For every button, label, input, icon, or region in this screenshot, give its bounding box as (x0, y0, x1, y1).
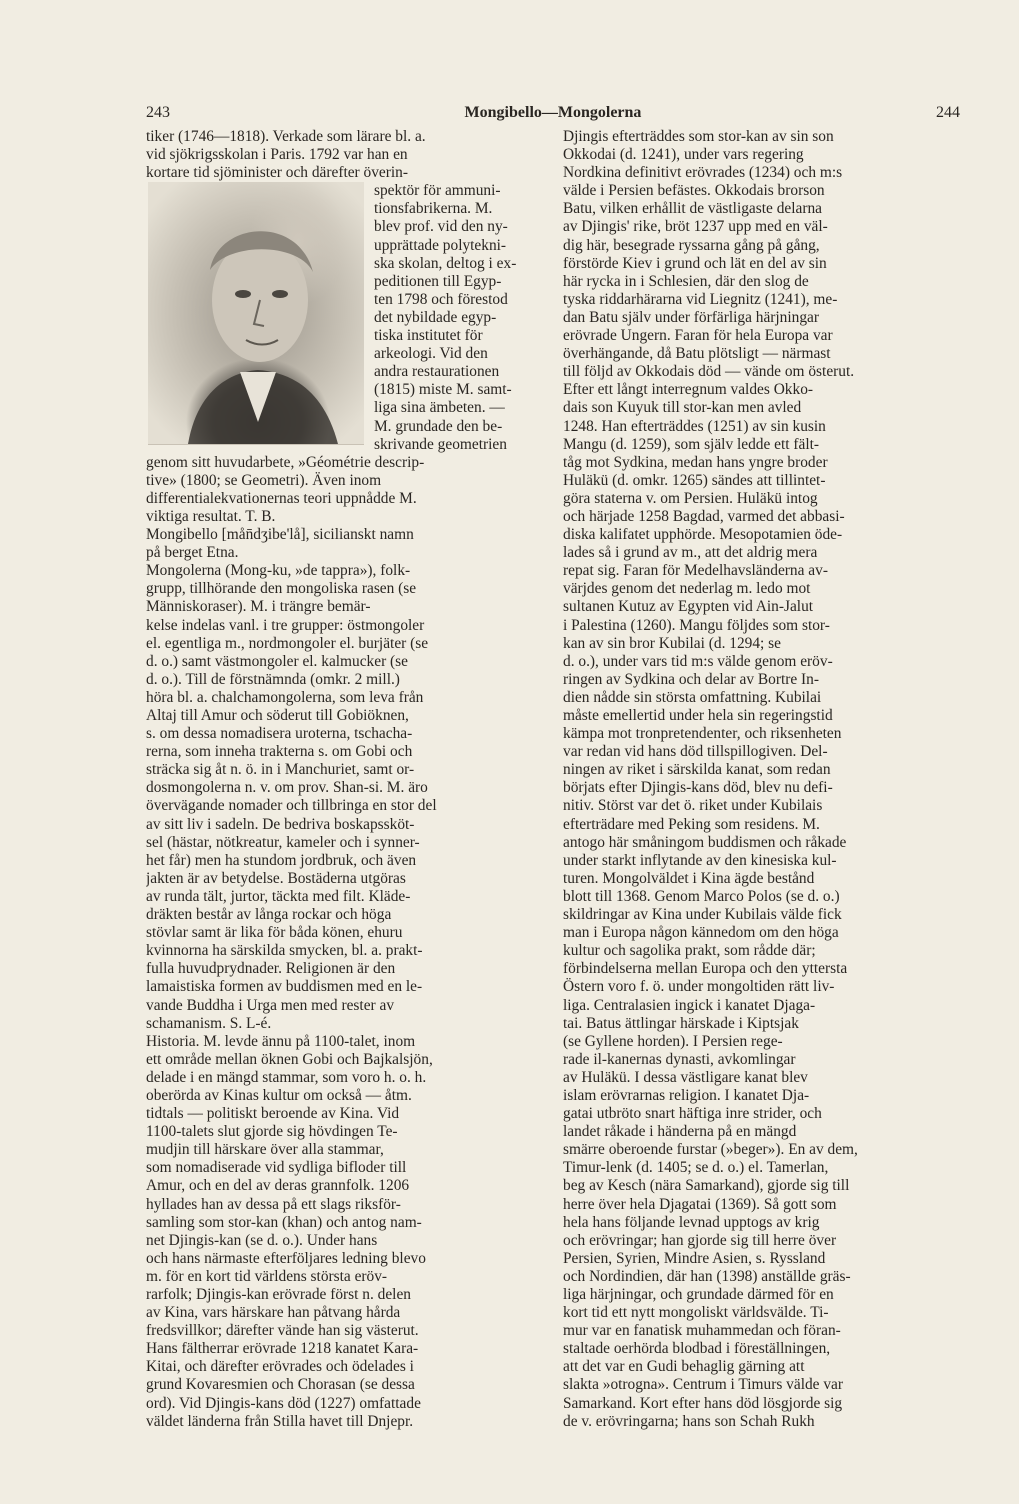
left-body-line: 1100-talets slut gjorde sig hövdingen Te- (146, 1123, 398, 1141)
right-body-line: antogo här småningom buddismen och råkade (563, 833, 847, 851)
portrait-figure (146, 182, 368, 444)
right-body-line: kan av sin bror Kubilai (d. 1294; se (563, 634, 781, 652)
left-beside-line: spektör för ammuni- (374, 182, 501, 200)
left-body-line: schamanism. S. L-é. (146, 1014, 272, 1032)
right-body-line: Huläkü (d. omkr. 1265) sändes att tillintet- (563, 471, 826, 489)
right-body-line: Okkodai (d. 1241), under vars regering (563, 146, 804, 164)
right-body-line: Timur-lenk (d. 1405; se d. o.) el. Tamerlan, (563, 1159, 829, 1177)
right-body-line: landet råkade i händerna på en mängd (563, 1123, 797, 1141)
left-body-line: net Djingis-kan (se d. o.). Under hans (146, 1231, 378, 1249)
right-body-line: göra staterna v. om Persien. Huläkü intog (563, 489, 818, 507)
right-body-line: här rycka in i Schlesien, där den slog de (563, 272, 809, 290)
right-body-line: tyska riddarhärarna vid Liegnitz (1241), me- (563, 290, 838, 308)
left-beside-line: tiska institutet för (374, 327, 483, 345)
left-body-line: Mongolerna (Mong-ku, »de tappra»), folk- (146, 562, 411, 580)
left-body-line: m. för en kort tid världens största eröv- (146, 1267, 388, 1285)
left-body-line: vande Buddha i Urga men med rester av (146, 996, 395, 1014)
left-body-line: het får) men ha stundom jordbruk, och även (146, 851, 417, 869)
left-body-line: Amur, och en del av deras grannfolk. 1206 (146, 1177, 410, 1195)
left-body-line: på berget Etna. (146, 544, 239, 562)
right-body-line: tåg mot Sydkina, medan hans yngre broder (563, 453, 828, 471)
left-beside-line: skrivande geometrien (374, 435, 507, 453)
right-body-line: liga härjningar, och grundade därmed för en (563, 1286, 834, 1303)
right-body-line: blott till 1368. Genom Marco Polos (se d. o.) (563, 887, 840, 905)
left-body-line: viktiga resultat. T. B. (146, 507, 276, 525)
left-beside-line: (1815) miste M. samt- (374, 381, 512, 399)
left-beside-line: upprättade polytekni- (374, 236, 507, 254)
left-beside-line: ten 1798 och förestod (374, 290, 508, 308)
left-body-line: dräkten består av långa rockar och höga (146, 906, 392, 924)
left-body-line: differentialekvationernas teori uppnådde M. (146, 489, 417, 507)
right-body-line: herre över hela Djagatai (1369). Så gott som (563, 1195, 837, 1213)
left-beside-line: tionsfabrikerna. M. (374, 200, 493, 218)
right-body-line: hela hans följande levnad upptogs av krig (563, 1213, 820, 1231)
left-body-line: sträcka sig åt n. ö. in i Manchuriet, samt or- (146, 761, 415, 779)
left-body-line: tive» (1800; se Geometri). Även inom (146, 471, 382, 489)
left-body-line: Kitai, och därefter erövrades och ödelades i (146, 1358, 414, 1376)
right-body-line: av Djingis' rike, bröt 1237 upp med en väl- (563, 218, 828, 236)
left-body-line: oberörda av Kinas kultur om också — åtm. (146, 1086, 412, 1104)
left-body-line: genom sitt huvudarbete, »Géométrie descrip- (146, 453, 425, 471)
left-body-line: Mongibello [mån̄dʒibe'lå], sicilianskt namn (146, 526, 414, 544)
left-body-line: fredsvillkor; därefter vände han sig västerut. (146, 1322, 419, 1340)
portrait-engraving-icon (148, 182, 364, 445)
right-body-line: 1248. Han efterträddes (1251) av sin kusin (563, 417, 826, 435)
left-body-line: höra bl. a. chalchamongolerna, som leva från (146, 688, 424, 706)
left-body-line: övervägande nomader och tillbringa en stor del (146, 797, 437, 815)
left-beside-line: liga sina ämbeten. — (374, 399, 505, 417)
right-body-line: ningen av riket i särskilda kanat, som redan (563, 761, 831, 779)
right-body-line: skildringar av Kina under Kubilais välde fick (563, 906, 842, 924)
right-body-line: förstörde Kiev i grund och lät en del av sin (563, 254, 827, 272)
right-body-line: Östern voro f. ö. under mongoltiden rätt liv- (563, 978, 835, 996)
left-body-line: samling som stor-kan (khan) och antog nam- (146, 1213, 422, 1231)
right-body-line: kultur och sagolika prakt, som rådde där; (563, 942, 816, 960)
left-column-top-lines (146, 128, 544, 182)
right-body-line: förbindelserna mellan Europa och den yttersta (563, 960, 848, 978)
left-body-line: Hans fältherrar erövrade 1218 kanatet Kara- (146, 1340, 419, 1358)
right-body-line: Nordkina definitivt erövrades (1234) och m:s (563, 164, 843, 182)
left-body-line: kvinnorna ha särskilda smycken, bl. a. prakt- (146, 942, 423, 960)
left-body-line: av runda tält, jurtor, täckta med filt. Kläde- (146, 887, 411, 905)
right-body-line: välde i Persien befästes. Okkodais brorson (563, 182, 825, 200)
right-body-line: smärre oberoende furstar (»beger»). En av dem, (563, 1141, 858, 1159)
left-body-line: kelse indelas vanl. i tre grupper: östmongoler (146, 616, 425, 634)
right-body-line: gatai utbröto snart häftiga inre strider, och (563, 1105, 822, 1123)
left-beside-line: arkeologi. Vid den (374, 345, 488, 363)
right-body-line: kort tid ett nytt mongoliskt världsvälde. Ti- (563, 1304, 829, 1322)
left-body-line: Altaj till Amur och söderut till Gobiöknen, (146, 707, 409, 724)
right-body-line: börjats efter Djingis-kans död, blev nu defi- (563, 779, 833, 797)
left-top-line: kortare tid sjöminister och därefter överin- (146, 164, 408, 182)
left-body-line: Människoraser). M. i trängre bemär- (146, 598, 371, 616)
left-column (146, 128, 544, 1431)
right-body-line: under starkt inflytande av den kinesiska kul- (563, 851, 837, 869)
left-body-line: som nomadiserade vid sydliga bifloder till (146, 1159, 407, 1177)
right-body-line: dien nådde sin största omfattning. Kubilai (563, 688, 822, 706)
right-body-line: sultanen Kutuz av Egypten vid Ain-Jalut (563, 598, 814, 616)
right-body-line: Persien, Syrien, Mindre Asien, s. Ryssland (563, 1249, 826, 1267)
right-body-line: efterträdare med Peking som residens. M. (563, 815, 820, 833)
right-body-line: islam erövrarnas religion. I kanatet Dja- (563, 1086, 810, 1104)
right-body-line: Batu, vilken erhållit de västligaste delarna (563, 200, 822, 218)
left-body-line: väldet länderna från Stilla havet till Dnjepr. (146, 1412, 414, 1430)
right-body-line: man i Europa någon kännedom om den höga (563, 924, 839, 942)
right-body-line: slakta »otrogna». Centrum i Timurs välde var (563, 1376, 843, 1394)
right-body-line: liga. Centralasien ingick i kanatet Djaga- (563, 996, 816, 1014)
left-body-line: el. egentliga m., nordmongoler el. burjäter (se (146, 634, 429, 652)
right-body-line: dais son Kuyuk till stor-kan men avled (563, 399, 802, 417)
left-body-line: grund Kovaresmien och Chorasan (se dessa (146, 1376, 415, 1394)
right-body-line: av Huläkü. I dessa västligare kanat blev (563, 1068, 808, 1086)
left-beside-line: det nybildade egyp- (374, 308, 497, 326)
right-body-line: tai. Batus ättlingar härskade i Kiptsjak (563, 1014, 799, 1032)
left-body-line: Historia. M. levde ännu på 1100-talet, inom (146, 1032, 416, 1050)
right-body-line: att det var en Gudi behaglig gärning att (563, 1358, 805, 1376)
right-body-line: värjdes genom det nederlag m. ledo mot (563, 580, 811, 598)
left-top-line: vid sjökrigsskolan i Paris. 1792 var han en (146, 146, 408, 164)
left-body-line: och hans närmaste efterföljares ledning blevo (146, 1249, 426, 1267)
left-body-line: d. o.) samt västmongoler el. kalmucker (se (146, 652, 408, 670)
left-body-line: hyllades han av dessa på ett slags riksför- (146, 1195, 401, 1213)
right-body-line: turen. Mongolväldet i Kina ägde bestånd (563, 869, 815, 887)
left-body-line: mudjin till härskare över alla stammar, (146, 1141, 384, 1159)
right-body-line: nitiv. Störst var det ö. riket under Kubilais (563, 797, 823, 815)
right-body-line: staltade oerhörda blodbad i föreställningen, (563, 1340, 831, 1358)
right-body-line: mur var en fanatisk muhammedan och föran- (563, 1322, 841, 1340)
right-body-line: de v. erövringarna; hans son Schah Rukh (563, 1412, 815, 1430)
left-body-line: tidtals — politiskt beroende av Kina. Vid (146, 1105, 400, 1123)
left-body-line: av sitt liv i sadeln. De bedriva boskapssköt- (146, 815, 415, 833)
right-body-line: repat sig. Faran för Medelhavsländerna av- (563, 562, 828, 580)
left-column-body (146, 454, 544, 1431)
right-body-line: i Palestina (1260). Mangu följdes som stor- (563, 616, 830, 634)
right-column-body (563, 128, 960, 1431)
left-beside-line: andra restaurationen (374, 363, 500, 381)
right-body-line: erövrade Ungern. Faran för hela Europa var (563, 327, 833, 345)
right-body-line: var redan vid hans död tillspillogiven. Del- (563, 743, 828, 761)
right-body-line: ringen av Sydkina och delar av Bortre In- (563, 670, 819, 688)
right-column (563, 128, 960, 1431)
right-body-line: och erövringar; han gjorde sig till herre över (563, 1231, 837, 1249)
right-body-line: Mangu (d. 1259), som själv ledde ett fält- (563, 435, 820, 453)
left-body-line: ord). Vid Djingis-kans död (1227) omfattade (146, 1394, 421, 1412)
left-body-line: grupp, tillhörande den mongoliska rasen (se (146, 580, 417, 598)
left-body-line: delade i en mängd stammar, som voro h. o. h. (146, 1068, 427, 1086)
left-beside-line: ska skolan, deltog i ex- (374, 254, 517, 272)
right-body-line: måste emellertid under hela sin regeringstid (563, 707, 833, 724)
left-body-line: av Kina, vars härskare han påtvang hårda (146, 1304, 401, 1322)
left-beside-line: peditionen till Egyp- (374, 272, 502, 290)
left-body-line: sel (hästar, nötkreatur, kameler och i synner- (146, 833, 420, 851)
right-body-line: dan Batu själv under förfärliga härjningar (563, 308, 819, 326)
right-body-line: till följd av Okkodais död — vände om österut. (563, 363, 855, 381)
right-body-line: d. o.), under vars tid m:s välde genom eröv- (563, 652, 833, 670)
right-body-line: diska kalifatet upphörde. Mesopotamien öde- (563, 526, 843, 544)
left-body-line: ett område mellan öknen Gobi och Bajkalsjön, (146, 1050, 433, 1068)
right-body-line: dig här, besegrade ryssarna gång på gång, (563, 236, 820, 254)
page-header (146, 96, 960, 130)
right-body-line: beg av Kesch (nära Samarkand), gjorde sig till (563, 1177, 850, 1195)
left-body-line: s. om dessa nomadisera uroterna, tschacha- (146, 725, 413, 743)
running-title: Mongibello—Mongolerna (464, 104, 642, 121)
right-body-line: rade il-kanernas dynasti, avkomlingar (563, 1050, 796, 1068)
right-body-line: överhängande, då Batu plötsligt — närmast (563, 345, 831, 363)
page-number-right: 244 (936, 104, 960, 121)
page-number-left: 243 (146, 104, 170, 121)
right-body-line: och Nordindien, där han (1398) anställde gräs- (563, 1267, 851, 1285)
right-body-line: Djingis efterträddes som stor-kan av sin son (563, 128, 834, 145)
left-body-line: fulla huvudprydnader. Religionen är den (146, 960, 396, 978)
left-body-line: jakten är av betydelse. Bostäderna utgöras (146, 869, 406, 887)
left-body-line: stövlar samt är lika för båda könen, ehuru (146, 924, 403, 942)
right-body-line: Samarkand. Kort efter hans död lösgjorde sig (563, 1394, 843, 1412)
left-beside-line: blev prof. vid den ny- (374, 218, 508, 236)
right-body-line: (se Gyllene horden). I Persien rege- (563, 1032, 783, 1050)
left-body-line: d. o.). Till de förstnämnda (omkr. 2 mill.) (146, 670, 400, 688)
left-body-line: rarfolk; Djingis-kan erövrade först n. delen (146, 1286, 411, 1303)
right-body-line: och härjade 1258 Bagdad, varmed det abbasi- (563, 507, 845, 525)
left-body-line: rerna, som inneha trakterna s. om Gobi och (146, 743, 413, 761)
left-body-line: lamaistiska formen av buddismen med en le- (146, 978, 423, 996)
left-top-line: tiker (1746—1818). Verkade som lärare bl. a. (146, 128, 426, 145)
right-body-line: Efter ett långt interregnum valdes Okko- (563, 381, 814, 399)
right-body-line: lades så i grund av m., att det aldrig mera (563, 544, 818, 562)
right-body-line: kämpa mot tronpretendenter, och riksenheten (563, 725, 842, 743)
left-beside-line: M. grundade den be- (374, 417, 503, 435)
left-body-line: dosmongolerna n. v. om prov. Shan-si. M. äro (146, 779, 428, 797)
